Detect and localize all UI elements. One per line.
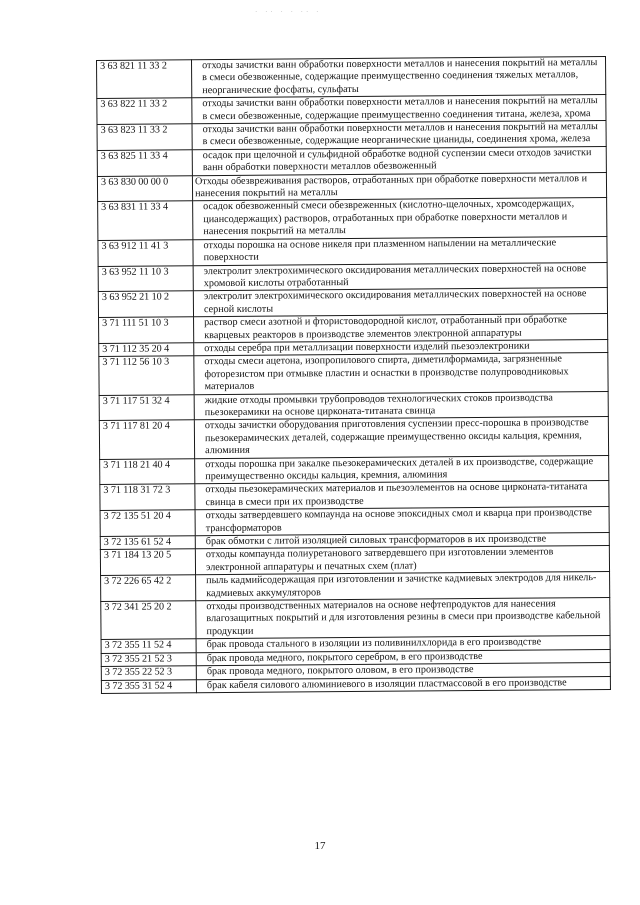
table-row <box>97 121 606 151</box>
waste-classification-table <box>96 56 611 694</box>
waste-code-cell: 3 63 821 11 33 2 <box>97 60 192 99</box>
waste-code-cell: 3 72 355 31 52 4 <box>101 679 196 693</box>
waste-description-cell: отходы пьезокерамических материалов и пьезоэлементов на основе цирконата-титаната свинца в смеси при их производстве <box>195 481 609 510</box>
waste-description-cell: отходы затвердевшего компаунда на основе эпоксидных смол и кварца при производстве трансформаторов <box>195 507 609 536</box>
table-row <box>100 455 609 485</box>
waste-code-cell: 3 63 823 11 33 2 <box>97 124 192 151</box>
waste-code-cell: 3 72 341 25 20 2 <box>101 601 196 640</box>
scan-header-noise: · ·· · · ·· · <box>255 8 322 16</box>
waste-description-cell: отходы зачистки ванн обработки поверхности металлов и нанесения покрытий на металлы в смеси обезвоженные, содержащие преимущественно соединения тяжелых металлов, неорганические фосфаты, сульфаты <box>192 56 606 97</box>
waste-description-cell: отходы компаунда полиуретанового затвердевшего при изготовлении элементов электронной аппаратуры и печатных схем (плат) <box>195 546 609 575</box>
table-row <box>99 353 608 395</box>
waste-code-cell: 3 71 111 51 10 3 <box>99 317 194 344</box>
waste-description-cell: брак кабеля силового алюминиевого в изоляции пластмассовой в его производстве <box>196 676 610 693</box>
waste-description-cell: брак провода стального в изоляции из поливинилхлорида в его производстве <box>196 636 610 653</box>
waste-code-cell: 3 72 135 61 52 4 <box>100 536 195 550</box>
waste-description-cell: осадок обезвоженный смеси обезвреженных (кислотно-щелочных, хромсодержащих, циансодержащих) растворов, отработанных при обработке поверхности металлов и нанесения покрытий на металлы <box>193 198 607 239</box>
waste-code-cell: 3 72 355 22 52 3 <box>101 666 196 680</box>
waste-description-cell: отходы производственных материалов на основе нефтепродуктов для нанесения влагозащитных покрытий и для изготовления резины в смеси при производстве кабельной продукции <box>196 598 610 639</box>
table-row <box>100 481 609 511</box>
table-row <box>101 676 610 693</box>
waste-code-cell: 3 71 112 56 10 3 <box>99 356 194 395</box>
waste-code-cell: 3 63 830 00 00 0 <box>97 175 192 202</box>
waste-code-cell: 3 71 118 31 72 3 <box>100 484 195 511</box>
table-row <box>98 288 607 318</box>
waste-description-cell: отходы порошка на основе никеля при плазменном напылении на металлические поверхности <box>193 236 607 265</box>
waste-code-cell: 3 71 117 51 32 4 <box>99 394 194 421</box>
waste-description-cell: отходы зачистки ванн обработки поверхности металлов и нанесения покрытий на металлы в смеси обезвоженные, содержащие преимущественно соединения титана, железа, хрома <box>192 95 606 124</box>
waste-code-cell: 3 63 831 11 33 4 <box>98 201 193 240</box>
waste-description-cell: пыль кадмийсодержащая при изготовлении и зачистке кадмиевых электродов для никель-кадмиевых аккумуляторов <box>196 572 610 601</box>
table-row <box>99 391 608 421</box>
waste-description-cell: осадок при щелочной и сульфидной обработке водной суспензии смеси отходов зачистки ванн обработки поверхности металлов обезвоженный <box>192 146 606 175</box>
waste-description-cell: брак провода медного, покрытого оловом, в его производстве <box>196 663 610 680</box>
table-row <box>101 598 610 640</box>
table-row <box>98 262 607 292</box>
waste-description-cell: брак провода медного, покрытого серебром, в его производстве <box>196 649 610 666</box>
waste-description-cell: брак обмотки с литой изоляцией силовых трансформаторов в их производстве <box>195 533 609 550</box>
waste-description-cell: отходы порошка при закалке пьезокерамических деталей в их производстве, содержащие преимущественно оксиды кальция, кремния, алюминия <box>195 455 609 484</box>
table-row <box>100 507 609 537</box>
table-row <box>97 95 606 125</box>
table-row <box>98 198 607 240</box>
waste-description-cell: Отходы обезвреживания растворов, отработанных при обработке поверхности металлов и нанесения покрытий на металлы <box>192 172 606 201</box>
table-row <box>97 146 606 176</box>
waste-code-cell: 3 71 117 81 20 4 <box>99 420 194 459</box>
table-row <box>97 56 606 98</box>
waste-code-cell: 3 63 822 11 33 2 <box>97 98 192 125</box>
waste-code-cell: 3 63 912 11 41 3 <box>98 239 193 266</box>
waste-code-cell: 3 63 825 11 33 4 <box>97 150 192 177</box>
waste-code-cell: 3 72 135 51 20 4 <box>100 510 195 537</box>
waste-code-cell: 3 71 118 21 40 4 <box>100 458 195 485</box>
table-row <box>99 314 608 344</box>
waste-code-cell: 3 72 226 65 42 2 <box>101 575 196 602</box>
waste-code-cell: 3 63 952 21 10 2 <box>98 291 193 318</box>
waste-description-cell: электролит электрохимического оксидирования металлических поверхностей на основе хромовой кислоты отработанный <box>193 262 607 291</box>
table-row <box>99 417 608 459</box>
waste-code-cell: 3 72 355 11 52 4 <box>101 639 196 653</box>
waste-code-cell: 3 71 112 35 20 4 <box>99 343 194 357</box>
waste-description-cell: отходы серебра при металлизации поверхности изделий пьезоэлектроники <box>194 339 608 356</box>
waste-code-cell: 3 71 184 13 20 5 <box>100 549 195 576</box>
table-row <box>100 546 609 576</box>
table-body <box>97 56 611 693</box>
waste-description-cell: жидкие отходы промывки трубопроводов технологических стоков производства пьезокерамики на основе цирконата-титаната свинца <box>194 391 608 420</box>
waste-description-cell: отходы зачистки ванн обработки поверхности металлов и нанесения покрытий на металлы в смеси обезвоженные, содержащие неорганические цианиды, соединения хрома, железа <box>192 121 606 150</box>
waste-description-cell: раствор смеси азотной и фтористоводородной кислот, отработанный при обработке кварцевых реакторов в производстве элементов электронной аппаратуры <box>194 314 608 343</box>
waste-code-cell: 3 72 355 21 52 3 <box>101 652 196 666</box>
table-row <box>98 236 607 266</box>
waste-description-cell: отходы зачистки оборудования приготовления суспензии пресс-порошка в производстве пьезокерамических деталей, содержащие преимущественно оксиды кальция, кремния, алюминия <box>194 417 608 458</box>
waste-description-cell: отходы смеси ацетона, изопропилового спирта, диметилформамида, загрязненные фоторезистом при отмывке пластин и оснастки в производстве полупроводниковых материалов <box>194 353 608 394</box>
table-row <box>101 572 610 602</box>
table-group-row <box>97 172 606 202</box>
waste-code-cell: 3 63 952 11 10 3 <box>98 265 193 292</box>
waste-description-cell: электролит электрохимического оксидирования металлических поверхностей на основе серной кислоты <box>193 288 607 317</box>
page-number: 17 <box>314 840 326 852</box>
